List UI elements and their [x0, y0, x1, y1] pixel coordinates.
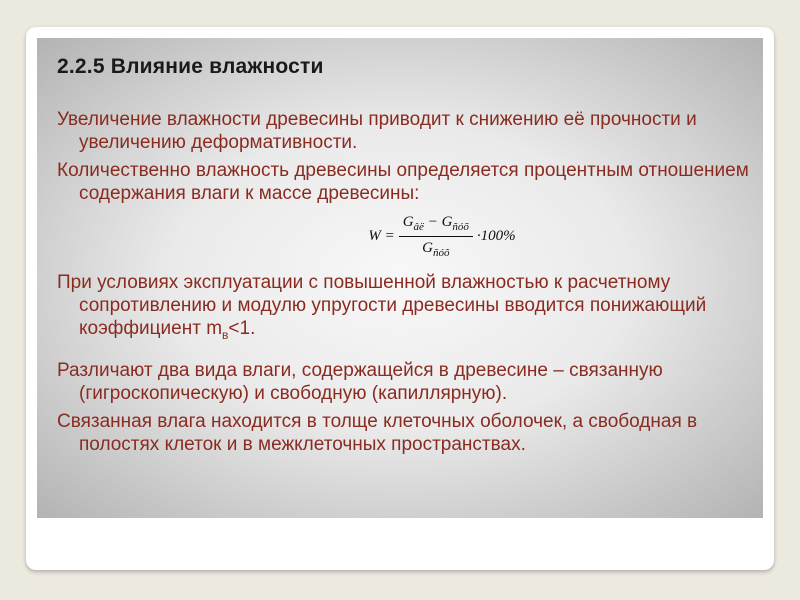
formula-numerator: $G_{âë} - G_{ñóõ}$: [402, 213, 469, 233]
formula-denominator: $G_{ñóõ}$: [422, 239, 450, 259]
moisture-formula: [127, 207, 757, 265]
paragraph-5: Связанная влага находится в толще клеточных оболочек, а свободная в полостях клеток и в межклеточных пространствах.: [57, 410, 698, 455]
coefficient-subscript: в: [222, 327, 229, 342]
formula-fraction: [399, 214, 473, 259]
formula-lhs: W =: [368, 227, 395, 244]
paragraph-4: Различают два вида влаги, содержащейся в древесине – связанную (гигроскопическую) и свободную (капиллярную).: [57, 359, 663, 404]
paragraph-1: Увеличение влажности древесины приводит к снижению её прочности и увеличению деформативности.: [57, 109, 697, 153]
paragraph-3: При условиях эксплуатации с повышенной влажностью к расчетному сопротивлению и модулю упругости древесины вводится понижающий коэффициент $m_в<1$.: [57, 272, 707, 342]
formula-rhs: ·100%: [476, 227, 516, 244]
paragraph-2: Количественно влажность древесины определяется процентным отношением содержания влаги к массе древесины:: [57, 160, 749, 204]
slide-content: [57, 54, 757, 456]
slide-title: 2.2.5 Влияние влажности: [57, 55, 324, 78]
